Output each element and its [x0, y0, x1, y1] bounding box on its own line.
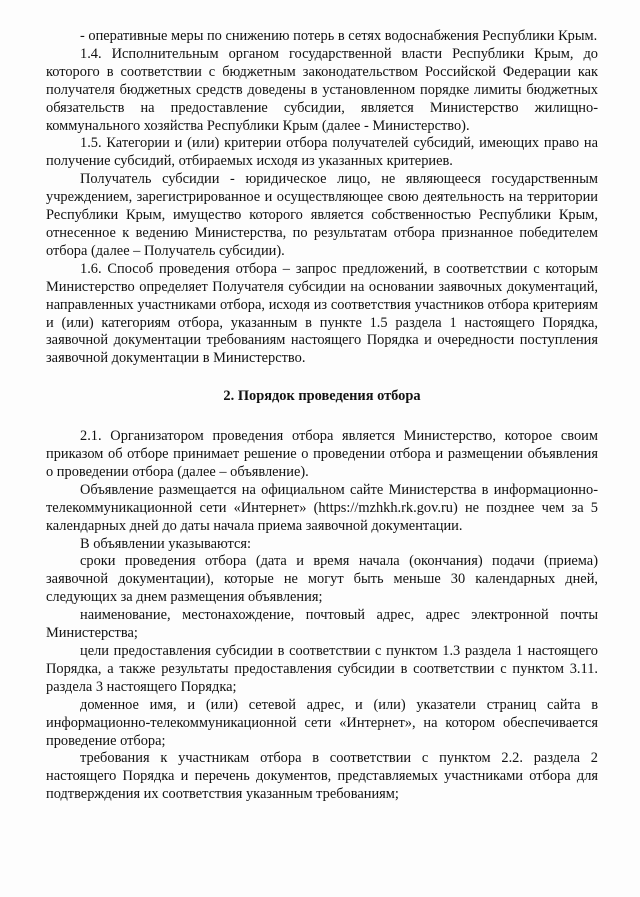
paragraph-deadlines: сроки проведения отбора (дата и время начала (окончания) подачи (приема) заявочной документации), которые не могут быть меньше 30 календарных дней, следующих за днем размещения объявления;	[46, 553, 598, 606]
paragraph-ministry-contacts: наименование, местонахождение, почтовый адрес, адрес электронной почты Министерства;	[46, 607, 598, 642]
document-body	[46, 28, 598, 804]
paragraph-announcement-contents-intro: В объявлении указываются:	[80, 535, 252, 552]
section-heading: 2. Порядок проведения отбора	[223, 388, 421, 405]
paragraph-2-1: 2.1. Организатором проведения отбора является Министерство, которое своим приказом об отборе принимает решение о проведении отбора и размещении объявления о проведении отбора (далее – объявление).	[46, 428, 598, 480]
paragraph-1-5: 1.5. Категории и (или) критерии отбора получателей субсидий, имеющих право на получение субсидий, отбираемых исходя из указанных критериев.	[46, 135, 598, 170]
paragraph-1-4: 1.4. Исполнительным органом государственной власти Республики Крым, до которого в соответствии с бюджетным законодательством Российской Федерации как получателя бюджетных средств доведены в установленном порядке лимиты бюджетных обязательств на предоставление субсидии, является Министерство жилищно-коммунального хозяйства Республики Крым (далее - Министерство).	[46, 45, 598, 134]
paragraph-domain-name: доменное имя, и (или) сетевой адрес, и (или) указатели страниц сайта в информационно-телекоммуникационной сети «Интернет», на котором обеспечивается проведение отбора;	[46, 696, 598, 749]
paragraph-recipient: Получатель субсидии - юридическое лицо, не являющееся государственным учреждением, зарегистрированное и осуществляющее свою деятельность на территории Республики Крым, имущество которого является собственностью Республики Крым, отнесенное к ведению Министерства, по результатам отбора признанное победителем отбора (далее – Получатель субсидии).	[46, 171, 598, 259]
paragraph-measures-bullet: - оперативные меры по снижению потерь в сетях водоснабжения Республики Крым.	[80, 28, 598, 44]
paragraph-announcement-placement: Объявление размещается на официальном сайте Министерства в информационно-телекоммуникационной сети «Интернет» (https://mzhkh.rk.gov.ru) не позднее чем за 5 календарных дней до даты начала приема заявочной документации.	[46, 481, 598, 534]
paragraph-requirements: требования к участникам отбора в соответствии с пунктом 2.2. раздела 2 настоящего Порядка и перечень документов, представляемых участниками отбора для подтверждения их соответствия указанным требованиям;	[46, 750, 598, 803]
paragraph-goals: цели предоставления субсидии в соответствии с пунктом 1.3 раздела 1 настоящего Порядка, а также результаты предоставления субсидии в соответствии с пунктом 3.11. раздела 3 настоящего Порядка;	[46, 643, 598, 695]
paragraph-1-6: 1.6. Способ проведения отбора – запрос предложений, в соответствии с которым Министерство определяет Получателя субсидии на основании заявочных документаций, направленных участниками отбора, исходя из соответствия участников отбора критериям и (или) категориям отбора, указанным в пункте 1.5 раздела 1 настоящего Порядка, заявочной документации требованиям настоящего Порядка и очередности поступления заявочной документации в Министерство.	[46, 260, 598, 367]
